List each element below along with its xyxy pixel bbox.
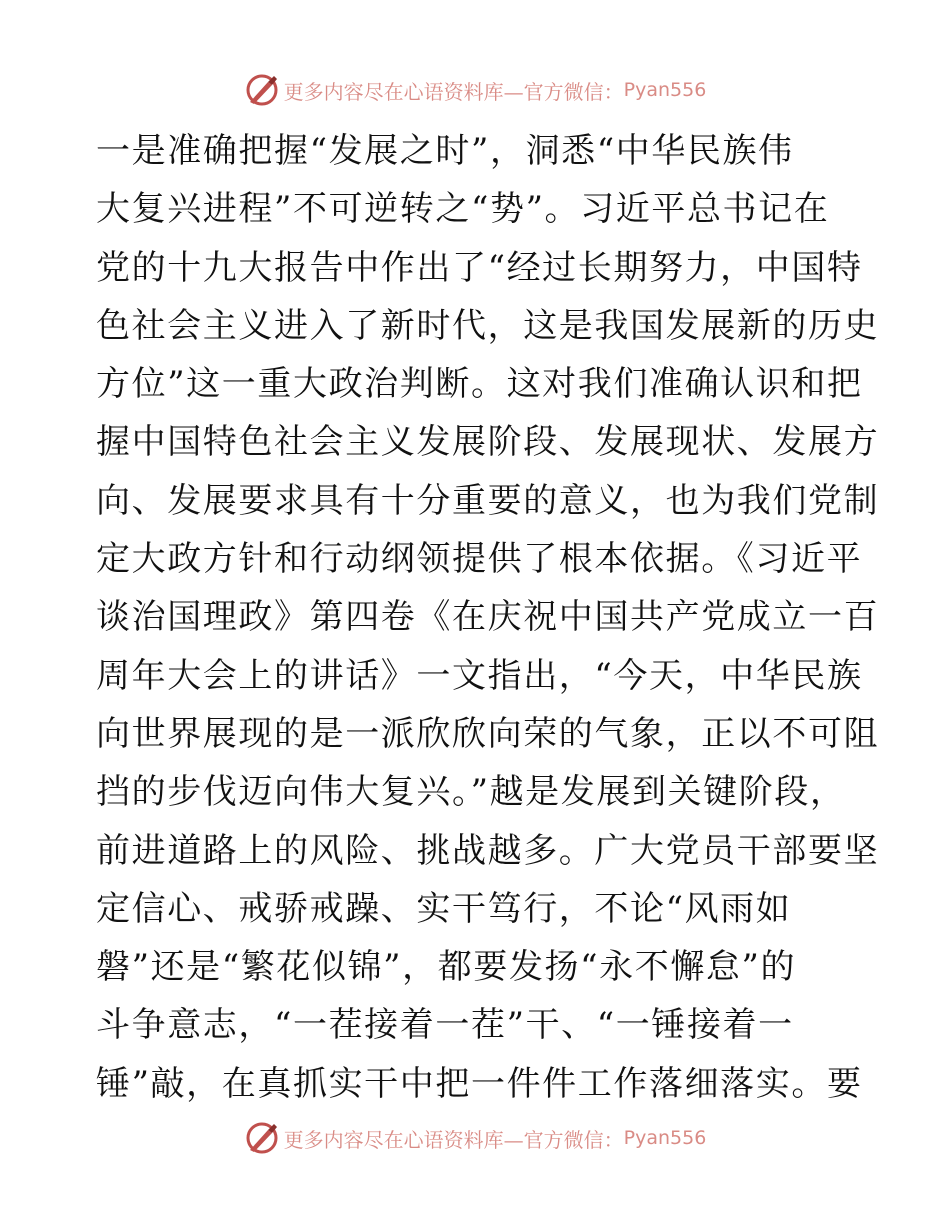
text-line: 前进道路上的风险、挑战越多。广大党员干部要坚 [96,830,880,871]
text-line: 握中国特色社会主义发展阶段、发展现状、发展方 [96,422,880,463]
header-wechat-id: Pyan556 [623,79,707,101]
text-line: 挡的步伐迈向伟大复兴。”越是发展到关键阶段， [96,772,846,813]
footer-wechat-id: Pyan556 [623,1127,707,1149]
header-banner-text: 更多内容尽在心语资料库—官方微信： [283,79,624,104]
text-line: 一是准确把握“发展之时”，洞悉“中华民族伟 [96,131,794,171]
text-line: 党的十九大报告中作出了“经过长期努力，中国特 [96,247,863,288]
document-body [96,122,880,1113]
header-banner [0,68,950,112]
text-line: 斗争意志，“一茬接着一茬”干、“一锤接着一 [96,1005,794,1046]
text-line: 向世界展现的是一派欣欣向荣的气象，正以不可阻 [96,713,880,754]
text-line: 色社会主义进入了新时代，这是我国发展新的历史 [96,305,880,346]
footer-banner-text: 更多内容尽在心语资料库—官方微信： [283,1127,624,1152]
text-line: 定大政方针和行动纲领提供了根本依据。《习近平 [96,539,863,580]
text-line: 周年大会上的讲话》一文指出，“今天，中华民族 [96,655,863,696]
footer-banner [0,1116,950,1160]
text-line: 向、发展要求具有十分重要的意义，也为我们党制 [96,480,880,521]
pen-logo-icon [244,72,280,108]
text-line: 大复兴进程”不可逆转之“势”。习近平总书记在 [96,189,830,230]
pen-logo-icon [244,1120,280,1156]
text-line: 磐”还是“繁花似锦”，都要发扬“永不懈怠”的 [96,947,797,988]
text-line: 定信心、戒骄戒躁、实干笃行，不论“风雨如 [96,888,792,929]
text-line: 锤”敲，在真抓实干中把一件件工作落细落实。要 [96,1063,863,1104]
text-line: 谈治国理政》第四卷《在庆祝中国共产党成立一百 [96,597,880,638]
text-line: 方位”这一重大政治判断。这对我们准确认识和把 [96,364,863,405]
